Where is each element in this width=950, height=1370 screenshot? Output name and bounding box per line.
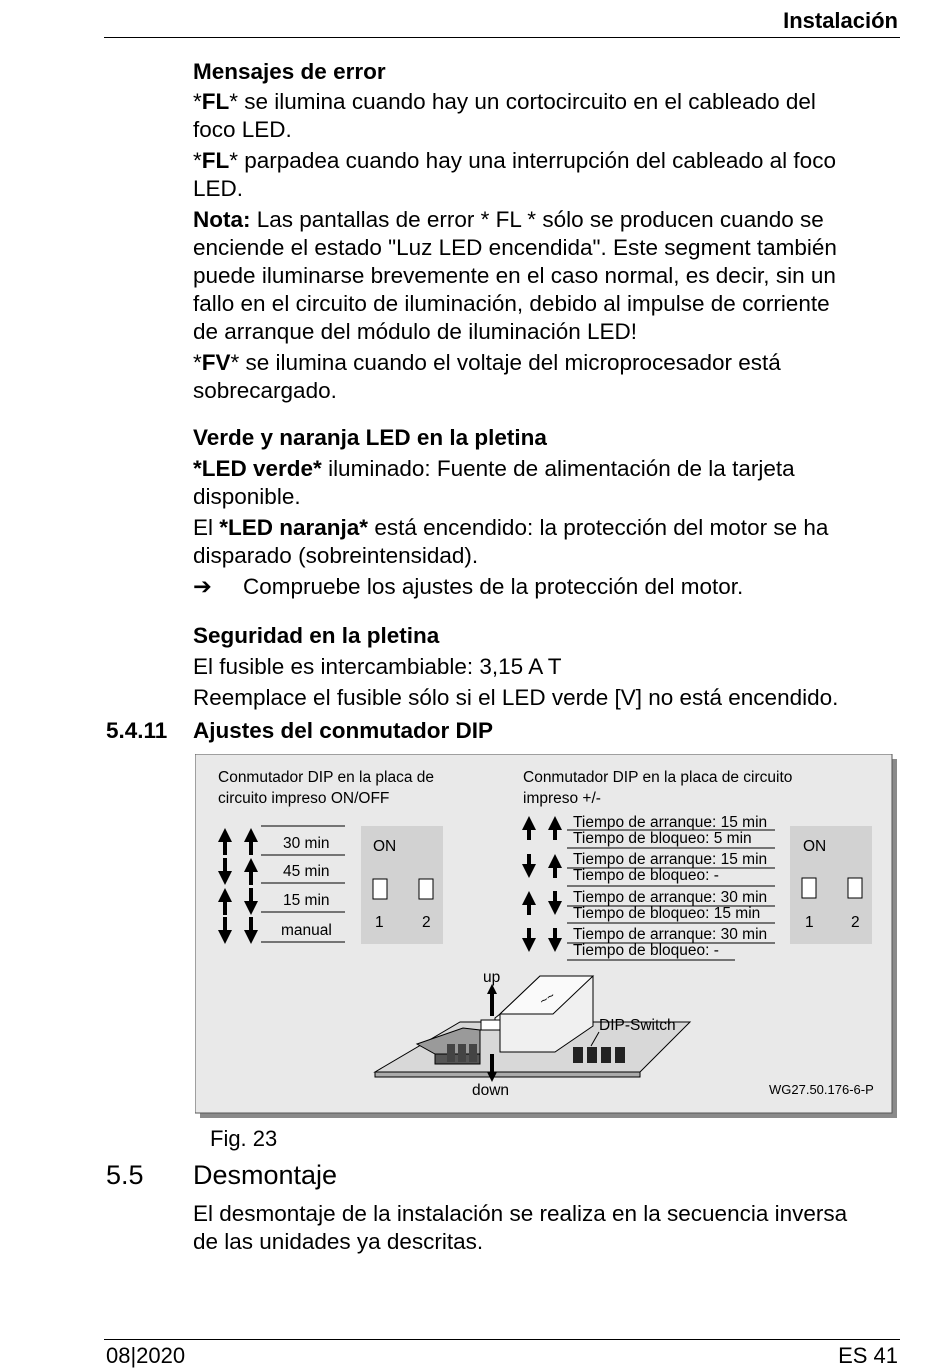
note-text [193,206,898,346]
figure-code: WG27.50.176-6-P [769,1082,874,1097]
right-switch-1-label: 1 [805,914,814,931]
header-rule [104,37,900,38]
footer-rule [104,1339,900,1340]
desmontaje-text [193,1200,898,1256]
left-switch-2-label: 2 [422,914,431,931]
fv-line2: sobrecargado. [193,378,337,403]
note-label: Nota: [193,207,251,232]
right-row4-block: Tiempo de bloqueo: - [573,942,719,959]
left-switch-2 [419,879,433,899]
safety-block [193,622,898,712]
action-line [193,573,898,601]
option-45-min: 45 min [283,863,330,880]
fuse-replace-text: Reemplace el fusible sólo si el LED verde [V] no está encendido. [193,685,839,710]
right-row3-start: Tiempo de arranque: 30 min [573,889,768,906]
fv-code: FV [201,350,231,375]
left-panel-title-2: circuito impreso ON/OFF [218,790,390,807]
orange-led-pre: El [193,515,220,540]
action-text: Compruebe los ajustes de la protección del motor. [243,574,744,599]
green-led-line2: disponible. [193,484,301,509]
option-manual: manual [281,922,332,939]
error-messages-block [193,58,898,405]
right-panel-title-2: impreso +/- [523,790,601,807]
fl-blink-line2: LED. [193,176,244,201]
right-switch-2 [848,878,862,898]
option-15-min: 15 min [283,892,330,909]
fl-short-line1: * se ilumina cuando hay un cortocircuito en el cableado del [229,89,816,114]
right-switch-2-label: 2 [851,914,860,931]
left-on-label: ON [373,838,397,855]
right-row2-block: Tiempo de bloqueo: - [573,867,719,884]
left-panel-title-1: Conmutador DIP en la placa de [218,769,434,786]
error-messages-heading: Mensajes de error [193,59,386,84]
note-line4: fallo en el circuito de iluminación, debido al impulse de corriente [193,291,830,316]
orange-led-text [193,514,898,570]
dip-switch-label: DIP-Switch [599,1017,676,1034]
up-label: up [483,969,501,986]
fl-short-line2: foco LED. [193,117,292,142]
arrow-right-icon: ➔ [193,574,212,599]
right-switch-1 [802,878,816,898]
green-led-label: *LED verde* [193,456,322,481]
green-led-line1: iluminado: Fuente de alimentación de la tarjeta [321,456,795,481]
fl-blink-text: *FL* parpadea cuando hay una interrupción del cableado al foco LED. [193,148,836,201]
dip-switch-figure [195,754,897,1118]
note-line5: de arranque del módulo de iluminación LED! [193,319,638,344]
right-row2-start: Tiempo de arranque: 15 min [573,851,768,868]
left-switch-1 [373,879,387,899]
section-number-5-4-11: 5.4.11 [106,718,168,743]
note-line1: Las pantallas de error * FL * sólo se producen cuando se [250,207,824,232]
figure-caption: Fig. 23 [210,1126,278,1151]
fl-blink-line1: * parpadea cuando hay una interrupción del cableado al foco [229,148,836,173]
running-header: Instalación [783,8,898,33]
section-title-desmontaje: Desmontaje [193,1160,338,1190]
fuse-text: El fusible es intercambiable: 3,15 A T [193,654,562,679]
down-label: down [472,1082,510,1099]
fv-line1: * se ilumina cuando el voltaje del microprocesador está [230,350,781,375]
svg-text:~~: ~~ [536,987,558,1009]
right-row3-block: Tiempo de bloqueo: 15 min [573,905,761,922]
section-title-dip: Ajustes del conmutador DIP [193,718,494,743]
right-row1-start: Tiempo de arranque: 15 min [573,814,768,831]
fl-code: FL [201,89,230,114]
leds-block [193,424,898,601]
note-line2: enciende el estado "Luz LED encendida". Este segment también [193,235,837,260]
leds-heading: Verde y naranja LED en la pletina [193,425,547,450]
fl-code-2: FL [201,148,230,173]
desmontaje-line1: El desmontaje de la instalación se realiza en la secuencia inversa [193,1201,848,1226]
desmontaje-line2: de las unidades ya descritas. [193,1229,484,1254]
footer-date: 08|2020 [106,1343,186,1368]
right-row1-block: Tiempo de bloqueo: 5 min [573,830,752,847]
right-row4-start: Tiempo de arranque: 30 min [573,926,768,943]
right-on-label: ON [803,838,827,855]
orange-led-line1: está encendido: la protección del motor se ha [368,515,829,540]
option-30-min: 30 min [283,835,330,852]
fv-text: *FV* se ilumina cuando el voltaje del microprocesador está sobrecargado. [193,350,781,403]
section-number-5-5: 5.5 [106,1160,144,1190]
right-panel-title-1: Conmutador DIP en la placa de circuito [523,769,793,786]
safety-heading: Seguridad en la pletina [193,623,440,648]
orange-led-line2: disparado (sobreintensidad). [193,543,479,568]
green-led-text [193,455,898,511]
fl-short-text: *FL* se ilumina cuando hay un cortocircuito en el cableado del foco LED. [193,89,816,142]
footer-page-number: ES 41 [838,1343,898,1368]
note-line3: puede iluminarse brevemente en el caso normal, es decir, sin un [193,263,836,288]
orange-led-label: *LED naranja* [219,515,369,540]
left-switch-1-label: 1 [375,914,384,931]
